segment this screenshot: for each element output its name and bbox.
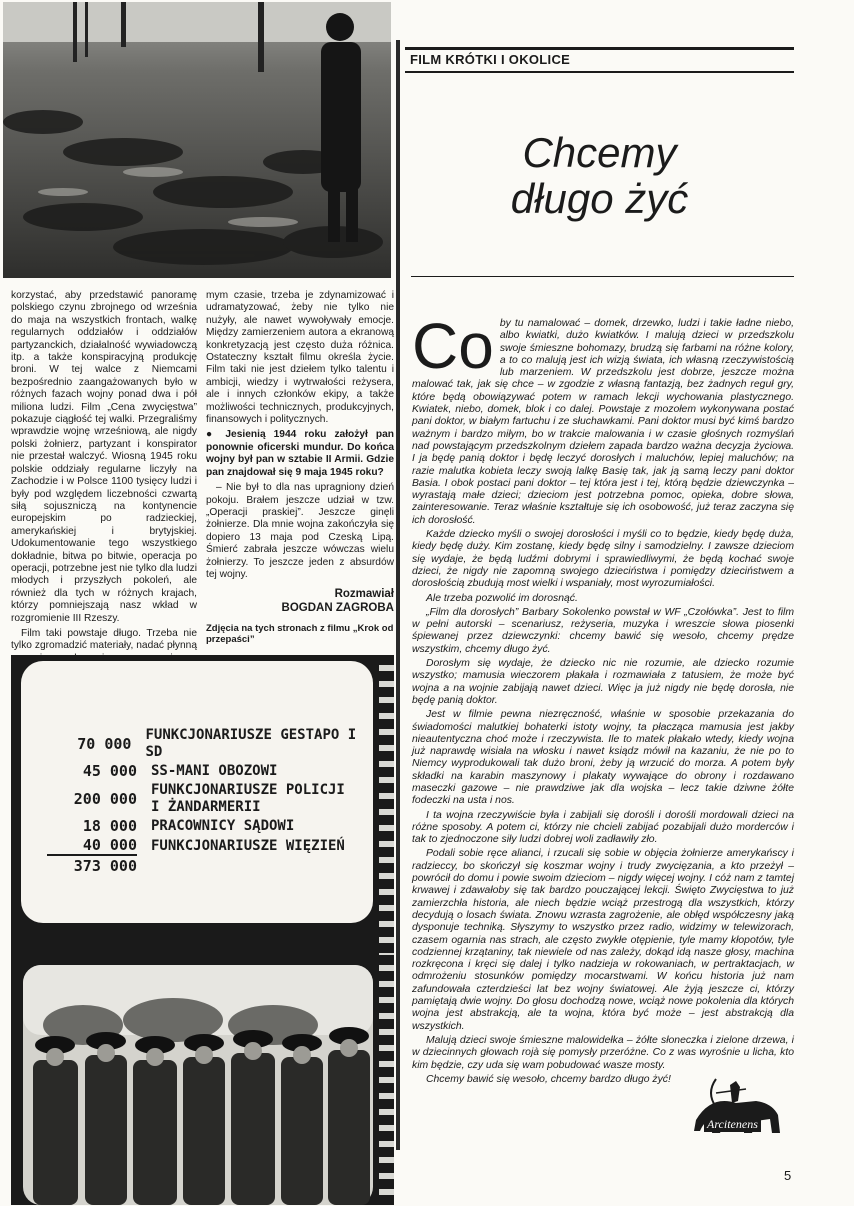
middle-column: [206, 290, 394, 645]
tv-table-row: [47, 837, 367, 856]
tv-table-label: FUNKCJONARIUSZE GESTAPO I SD: [145, 727, 357, 760]
tv-table-number: 45 000: [82, 762, 137, 780]
tv-table-number: 70 000: [77, 734, 132, 753]
section-header-rule-bottom: [405, 71, 794, 73]
left-paragraph: Film taki powstaje długo. Trzeba nie tylko zgromadzić materiały, nadać płynną: [11, 627, 197, 652]
tv-table-row: [47, 818, 367, 835]
column-divider: [396, 40, 400, 1150]
photo-battlefield: [3, 2, 391, 278]
interview-question: ● Jesienią 1944 roku założył pan ponownie oficerski mundur. Do końca wojny był pan w sztabie II Armii. Gdzie pan znajdował się 9 maja 1945 roku?: [206, 429, 394, 479]
article-paragraph: „Film dla dorosłych” Barbary Sokolenko powstał w WF „Czołówka”. Jest to film w pełni autorski – scenariusz, reżyseria, muzyka i wreszcie słowa piosenki śpiewanej przez dziewczynki: chcemy bawić się wesoło, chcemy prędze wszystkim, chcemy długo żyć.: [412, 606, 794, 655]
tv-table-number: 200 000: [73, 789, 137, 808]
soldiers-image: [23, 965, 373, 1205]
article-paragraph: Malują dzieci swoje śmieszne malowidełka – żółte słoneczka i zielone drzewa, i w dziecinnych głowach rojà się pomysły przeróżne. Co z was wyrośnie u licha, kto kim będzie, czy uda się wam pobudować wasze mosty.: [412, 1034, 794, 1071]
signature-name: BOGDAN ZAGROBA: [281, 602, 394, 615]
signature: [206, 587, 394, 615]
tv-table-label: SS-MANI OBOZOWI: [151, 763, 278, 779]
logo-text: Arcitenens: [704, 1117, 761, 1132]
article-paragraph: Każde dziecko myśli o swojej dorosłości i myśli co to będzie, kiedy będę duża, kiedy będę duży. Kim zostanę, kiedy będę silny i samodzielny. I zawsze dzieciom się wydaje, że będą ludźmi dobrymi i sprawiedliwymi, że będą kochać swoje dzieci, że nigdy nie zapomną swojego dzieciństwa i pomiędzy dzieciństwem a dorosłością zbudują most wielki i wspaniały, most wyrozumiałości.: [412, 529, 794, 590]
left-paragraph: korzystać, aby przedstawić panoramę polskiego czynu zbrojnego od września do maja na wszystkich frontach, walkę regularnych oddziałów i oddziałów partyzanckich, działalność wywiadowczą itp. a także konspiracyjną produkcję broni. W tej walce z Niemcami bezpośrednio zaangażowanych było w różnych fazach wojny ponad dwa i pół miliona ludzi. Film „Cena zwycięstwa” pokazuje ciągłość tej walki. Przegraliśmy wprawdzie wojnę wrześniową, ale nigdy polski żołnierz, partyzant i konspirator nie przestał walczyć. Wiosną 1945 roku polskie oddziały regularne liczyły na Zachodzie i w Polsce 1100 tysięcy ludzi i były pod względem liczebności czwartą siłą sojuszniczą na kontynencie europejskim po radzieckiej, amerykańskiej i brytyjskiej. Udokumentowanie tego wszystkiego dokładnie, bitwa po bitwie, operacja po operacji, potrzebne jest nie tylko dla ludzi młodych i przyszłych pokoleń, ale również dla tych w różnych krajach, którzy pomniejszają nasz wkład w rozgromienie III Rzeszy.: [11, 290, 197, 624]
battlefield-image: [3, 2, 391, 278]
article-paragraph-first: [412, 310, 794, 527]
article-paragraph: Dorosłym się wydaje, że dziecko nic nie rozumie, ale dziecko rozumie wszystko; mamusia wieczorem płakała i rozmawiała z tatusiem, że może być wojna a na wojnie zabijają nawet dzieci. Więc ja już nigdy nie będę dorosła, nie będę panią doktor.: [412, 658, 794, 706]
tv-table-label: FUNKCJONARIUSZE POLICJI I ŻANDARMERII: [151, 782, 345, 815]
drop-cap: Co: [412, 310, 494, 382]
film-strip: [379, 955, 394, 1205]
tv-table-label: FUNKCJONARIUSZE WIĘZIEŃ: [151, 838, 345, 854]
signature-label: Rozmawiał: [334, 588, 394, 601]
article-paragraph: I ta wojna rzeczywiście była i zabijali się dorośli i dorośli mordowali dzieci na różne sposoby. A potem ci, którzy nie chcieli zabijać pozabijali dużo morderców i tak to zjednoczone siły ludzi dobrej woli zadławiły zło.: [412, 809, 794, 846]
tv-table-row: [47, 763, 367, 780]
headline-line-1: Chcemy: [522, 129, 677, 176]
tv-table-number: 40 000: [47, 837, 137, 856]
tv-screen: [21, 661, 373, 923]
tv-table-number: 18 000: [82, 817, 137, 835]
middle-paragraph: mym czasie, trzeba je zdynamizować i udramatyzować, żeby nie tylko nie nużyły, ale nawet wywoływały emocje. Między zamierzeniem autora a ekranową konkretyzacją jest często duża różnica. Ostateczny kształt filmu określa życie. Film taki nie jest dziełem tylko talentu i ambicji, wiedzy i wytrwałości reżysera, ale i innych członków ekipy, a także możliwości technicznych, produkcyjnych, finansowych i politycznych.: [206, 290, 394, 426]
tv-table-row: [47, 727, 367, 761]
tv-film-strip: [379, 655, 394, 955]
tv-table-label: PRACOWNICY SĄDOWI: [151, 818, 295, 834]
article-paragraph: Jest w filmie pewna niezręczność, właśnie w sposobie przekazania do świadomości malutkiej bohaterki istoty wojny, ta płacząca mamusia jest jakby nieautentyczna choć może i rzeczywista. Ile to matek płakało wtedy, kiedy wojna już naprawdę wisiała na włosku i nawet ksiądz mówił na kazaniu, że nie po to Niemcy wyprodukowali tak dużo broni, żeby ją wrzucić do morza. A potem były składki na karabin maszynowy i plakaty wywające do obrony i rozdawano maseczki gazowe – nie prawdziwe jak dla wojska – lecz takie dziwne żółte fodeczki na usta i nos.: [412, 709, 794, 807]
article-paragraph: Chcemy bawić się wesoło, chcemy bardzo długo żyć!: [426, 1073, 671, 1085]
photo-soldiers: [11, 955, 394, 1205]
page-number: 5: [784, 1168, 792, 1183]
headline: [405, 130, 794, 222]
tv-table-total-row: [47, 858, 367, 875]
tv-table: [47, 727, 367, 875]
article-paragraph: Ale trzeba pozwolić im dorosnąć.: [426, 592, 578, 604]
article-paragraph: Podali sobie ręce alianci, i rzucali się sobie w objęcia żołnierze amerykańscy i radzieccy, bo skończył się koszmar wojny i trudy zwycięzania, a kto przeżył – powrócił do domu i powie swoim dzieciom – nigdy więcej wojny. I cóż nam z tamtej krwawej i zdawałoby się tak bardzo pouczającej lekcji. Święto Zwycięstwa to już zamierzchła historia, ale niech będzie wciąż przestrogą dla wszystkich, którzy decydują o losach świata. Znowu wzrasta zagrożenie, ale obłęd współczesny jaką dysponuje techniką. Słyszymy to wszystko przez radio, widzimy w telewizorach, czasem ogarnia nas strach, ale często zwykłe otępienie, tyle mamy kłopotów, tyle codziennej krzątaniny, tak niewiele od nas zależy, dokąd idą nasze głosy, machina rozkręcona i kręci się dalej i tylko nadzieja w rokowaniach, w pertraktacjach, w odmrożeniu stosunków pomiędzy mocarstwami. W końcu historia już nam zafundowała czterdzieści lat bez wojny światowej. Ale żyją jeszcze ci, którzy pamiętają dwie wojny. Do głosu dochodzą nowe, wciąż nowe pokolenia dla których wojna jest abstrakcją, ale ta wojna, która być może – jest abstrakcją dla wszystkich.: [412, 848, 794, 1032]
tv-table-total: 373 000: [73, 857, 137, 875]
section-header-rule-top: [405, 47, 794, 50]
headline-line-2: długo żyć: [510, 175, 689, 222]
article-paragraph-text: by tu namalować – domek, drzewko, ludzi i takie ładne niebo, albo kwiatki, dużo kwiatków. I malują dzieci w przedszkolu swoje śmieszne bohomazy, brudzą się farbami na różne kolory, a to co malują jest ich wizją świata, ich własną rzeczywistością lub marzeniem. W przedszkolu jest dobrze, jeszcze można malować tak, jak się chce – w zgodzie z własną fantazją, bez żadnych reguł gry, które będą obowiązywać potem w ramach lekcji wychowania plastycznego. Kwiatek, niebo, domek, blok i co dalej. Powstaje z mozołem wykonywana postać pani doktor, w białym fartuchu i ze słuchawkami. Pani doktor musi być kimś bardzo ważnym i bardzo miłym, bo w trakcie malowania i w czasie głośnych rozmyślań nad powstającym przedszkolnym dziełem zapada bardzo ważna decyzja życiowa. I ja będę panią doktor i będę leczyć dorosłych i maluchów, lepiej maluchów; na razie malutka kobieta leczy swoją lalkę Basię tak, jak ją samą leczy pani doktor Basia. I obok postaci pani doktor – tej która jest i tej, którą będzie dziewczynka – wyrastają małe dzieci; dzieciom jest potrzebna pomoc, opieka, dobre słowa, zainteresowanie. Teraz właśnie kształtuje się ich osobowość, już teraz zaczyna się ich dorosłość.: [412, 318, 794, 526]
tv-frame: [11, 655, 394, 955]
tv-table-row: [47, 782, 367, 816]
interview-answer: – Nie był to dla nas upragniony dzień pokoju. Brałem jeszcze udział w tzw. „Operacji praskiej”. Jeszcze ginęli żołnierze. Dla mnie wojna zakończyła się dopiero 13 maja pod Czeską Lipą. Śmierć zabrała jeszcze wówczas wielu żołnierzy. To jeszcze jeden z absurdów tej wojny.: [206, 482, 394, 580]
arcitenens-logo: [686, 1075, 790, 1153]
photo-caption: Zdjęcia na tych stronach z filmu „Krok od przepaści”: [206, 623, 394, 646]
section-header: FILM KRÓTKI I OKOLICE: [410, 52, 571, 67]
right-column-article: [412, 310, 794, 1088]
headline-rule: [411, 276, 794, 277]
left-column: [11, 290, 197, 681]
